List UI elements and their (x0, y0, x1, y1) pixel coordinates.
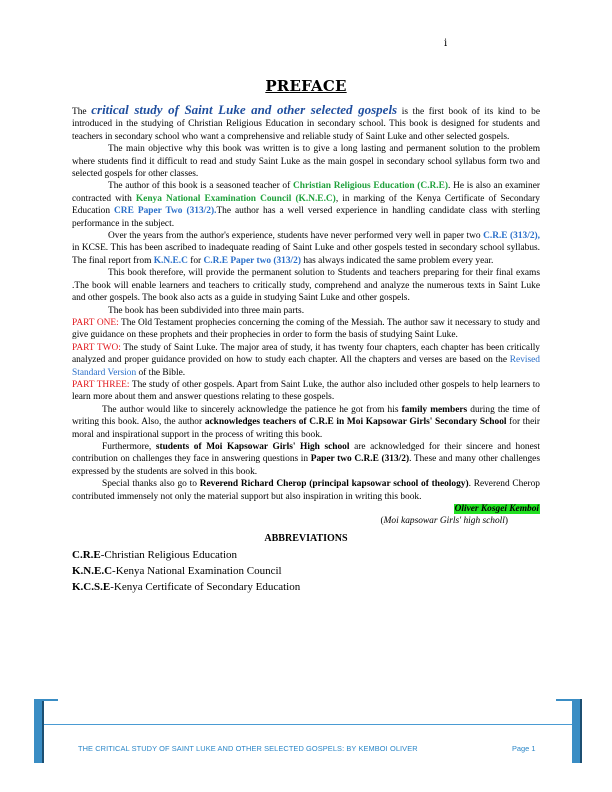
text-run: The Old Testament prophecies concerning the coming of the Messiah. The author saw it necessary to study and give guidance on these prophets and their prophecies in order to form the basis of studying Saint Luke. (72, 317, 540, 341)
text-run: The (72, 107, 92, 117)
part-one-label: PART ONE: (72, 317, 119, 328)
experience-paragraph (72, 230, 540, 267)
text-run: is the first book of its kind to be introduced in the studying of Christian Religious Education in secondary school. This book is designed for students and teachers in secondary school who want a comprehensive and reliable study of Saint Luke and other selected gospels. (72, 107, 541, 142)
text-run: . Reverend Cherop contributed immensely not only the material support but also inspiration in writing this book. (72, 479, 540, 502)
list-item (72, 563, 540, 579)
paper-term: CRE Paper Two (313/2). (114, 206, 217, 217)
text-run: Special thanks also go to (102, 479, 200, 490)
teachers-term: acknowledges teachers of C.R.E in Moi Kapsowar Girls' Secondary School (204, 417, 507, 428)
top-page-number: i (444, 38, 448, 49)
students-term: students of Moi Kapsowar Girls' High school (155, 441, 350, 452)
parts-intro: The book has been subdivided into three main parts. (108, 305, 305, 316)
paper-two-cre-term: Paper two C.R.E (313/2) (310, 454, 410, 465)
text-run: are acknowledged for their sincere and honest contribution on challenges they face in answering questions in (72, 441, 540, 465)
intro-paragraph (72, 104, 540, 143)
cre-term: Christian Religious Education (C.R.E) (292, 181, 449, 192)
text-run: . He is also an examiner contracted with (72, 181, 540, 204)
acknowledgement-paragraph (72, 404, 540, 441)
preface-body (72, 104, 540, 595)
footer-right-tick (556, 699, 580, 701)
list-item (72, 579, 540, 595)
abbr-meaning: -Kenya National Examination Council (112, 565, 282, 578)
knec-term: Kenya National Examination Council (K.N.E.C) (135, 193, 336, 204)
text-run: for (187, 255, 204, 266)
signature (72, 503, 540, 515)
abbr-meaning: -Christian Religious Education (100, 549, 237, 562)
footer-divider (36, 724, 576, 725)
footer-title: THE CRITICAL STUDY OF SAINT LUKE AND OTHER SELECTED GOSPELS: BY KEMBOI OLIVER (78, 744, 418, 753)
text-run: Furthermore, (102, 441, 156, 452)
text-run: Over the years from the author's experience, students have never performed very well in paper two (108, 231, 484, 242)
abbr-term: C.R.E (72, 549, 101, 562)
footer-left-bar (34, 699, 44, 763)
part-one (72, 317, 540, 342)
students-paragraph (72, 441, 540, 478)
text-run: The author of this book is a seasoned teacher of (108, 181, 293, 192)
page-title: PREFACE (265, 77, 347, 95)
footer-right-bar (572, 699, 582, 763)
text-run: of the Bible. (136, 367, 186, 378)
thanks-paragraph (72, 478, 540, 503)
reverend-term: Reverend Richard Cherop (principal kapsowar school of theology) (199, 479, 469, 490)
abbr-meaning: -Kenya Certificate of Secondary Education (110, 581, 301, 594)
rsv-term: Revised Standard Version (72, 355, 540, 378)
book-title: critical study of Saint Luke and other selected gospels (91, 102, 398, 117)
cre-paper-term: C.R.E (313/2), (483, 231, 540, 242)
part-three-label: PART THREE: (72, 379, 130, 390)
text-run: has always indicated the same problem every year. (300, 255, 494, 266)
text-run: . These and many other challenges expressed by the students are solved in this book. (72, 454, 540, 477)
abbreviations-title: ABBREVIATIONS (264, 532, 348, 544)
part-two (72, 342, 540, 379)
part-two-label: PART TWO: (72, 342, 121, 353)
author-name: Oliver Kosgei Kemboi (454, 504, 539, 514)
affiliation-text: Moi kapsowar Girls' high scholl (383, 516, 505, 527)
text-run: The author has a well versed experience in handling candidate class with sterling performance in the subject. (72, 206, 540, 229)
author-paragraph (72, 180, 540, 230)
part-three (72, 379, 540, 404)
text-run: for their moral and inspirational support in the process of writing this book. (72, 417, 540, 440)
family-term: family members (401, 404, 468, 415)
solution-paragraph: This book therefore, will provide the permanent solution to Students and teachers preparing for their final exams .The book will enable learners and teachers to critically study, comprehend and analyze the numerous texts in Saint Luke and other gospels. The book also acts as a guide in studying Saint Luke and other gospels. (72, 268, 540, 304)
abbr-term: K.N.E.C (72, 565, 113, 578)
text-run: The author would like to sincerely acknowledge the patience he got from his (102, 404, 402, 415)
text-run: , in marking of the Kenya Certificate of Secondary Education (72, 193, 540, 217)
text-run: The study of other gospels. Apart from Saint Luke, the author also included other gospels to help learners to learn more about them and answer questions relating to these gospels. (72, 379, 540, 403)
list-item (72, 547, 540, 563)
text-run: in KCSE. This has been ascribed to inadequate reading of Saint Luke and other gospels tested in secondary school syllabus. The final report from (72, 243, 540, 266)
abbreviations-list (72, 547, 540, 595)
text-run: The study of Saint Luke. The major area of study, it has twenty four chapters, each chapter has been critically analyzed and proper guidance provided on how to study each chapter. All the chapters and verses are based on the (72, 342, 540, 366)
abbr-term: K.C.S.E (72, 581, 111, 594)
signature-affiliation: (Moi kapsowar Girls' high scholl) (380, 516, 508, 527)
footer-page-number: Page 1 (512, 744, 536, 753)
objective-paragraph: The main objective why this book was written is to give a long lasting and permanent solution to the problem where students find it difficult to read and study Saint Luke as the main gospel in secondary school syllabus form two and selected gospels for other classes. (72, 144, 540, 180)
text-run: during the time of writing this book. Also, the author (72, 404, 540, 428)
knec-term: K.N.E.C (153, 255, 188, 266)
footer-left-tick (34, 699, 58, 701)
paper-two-term: C.R.E Paper two (313/2) (203, 255, 301, 266)
